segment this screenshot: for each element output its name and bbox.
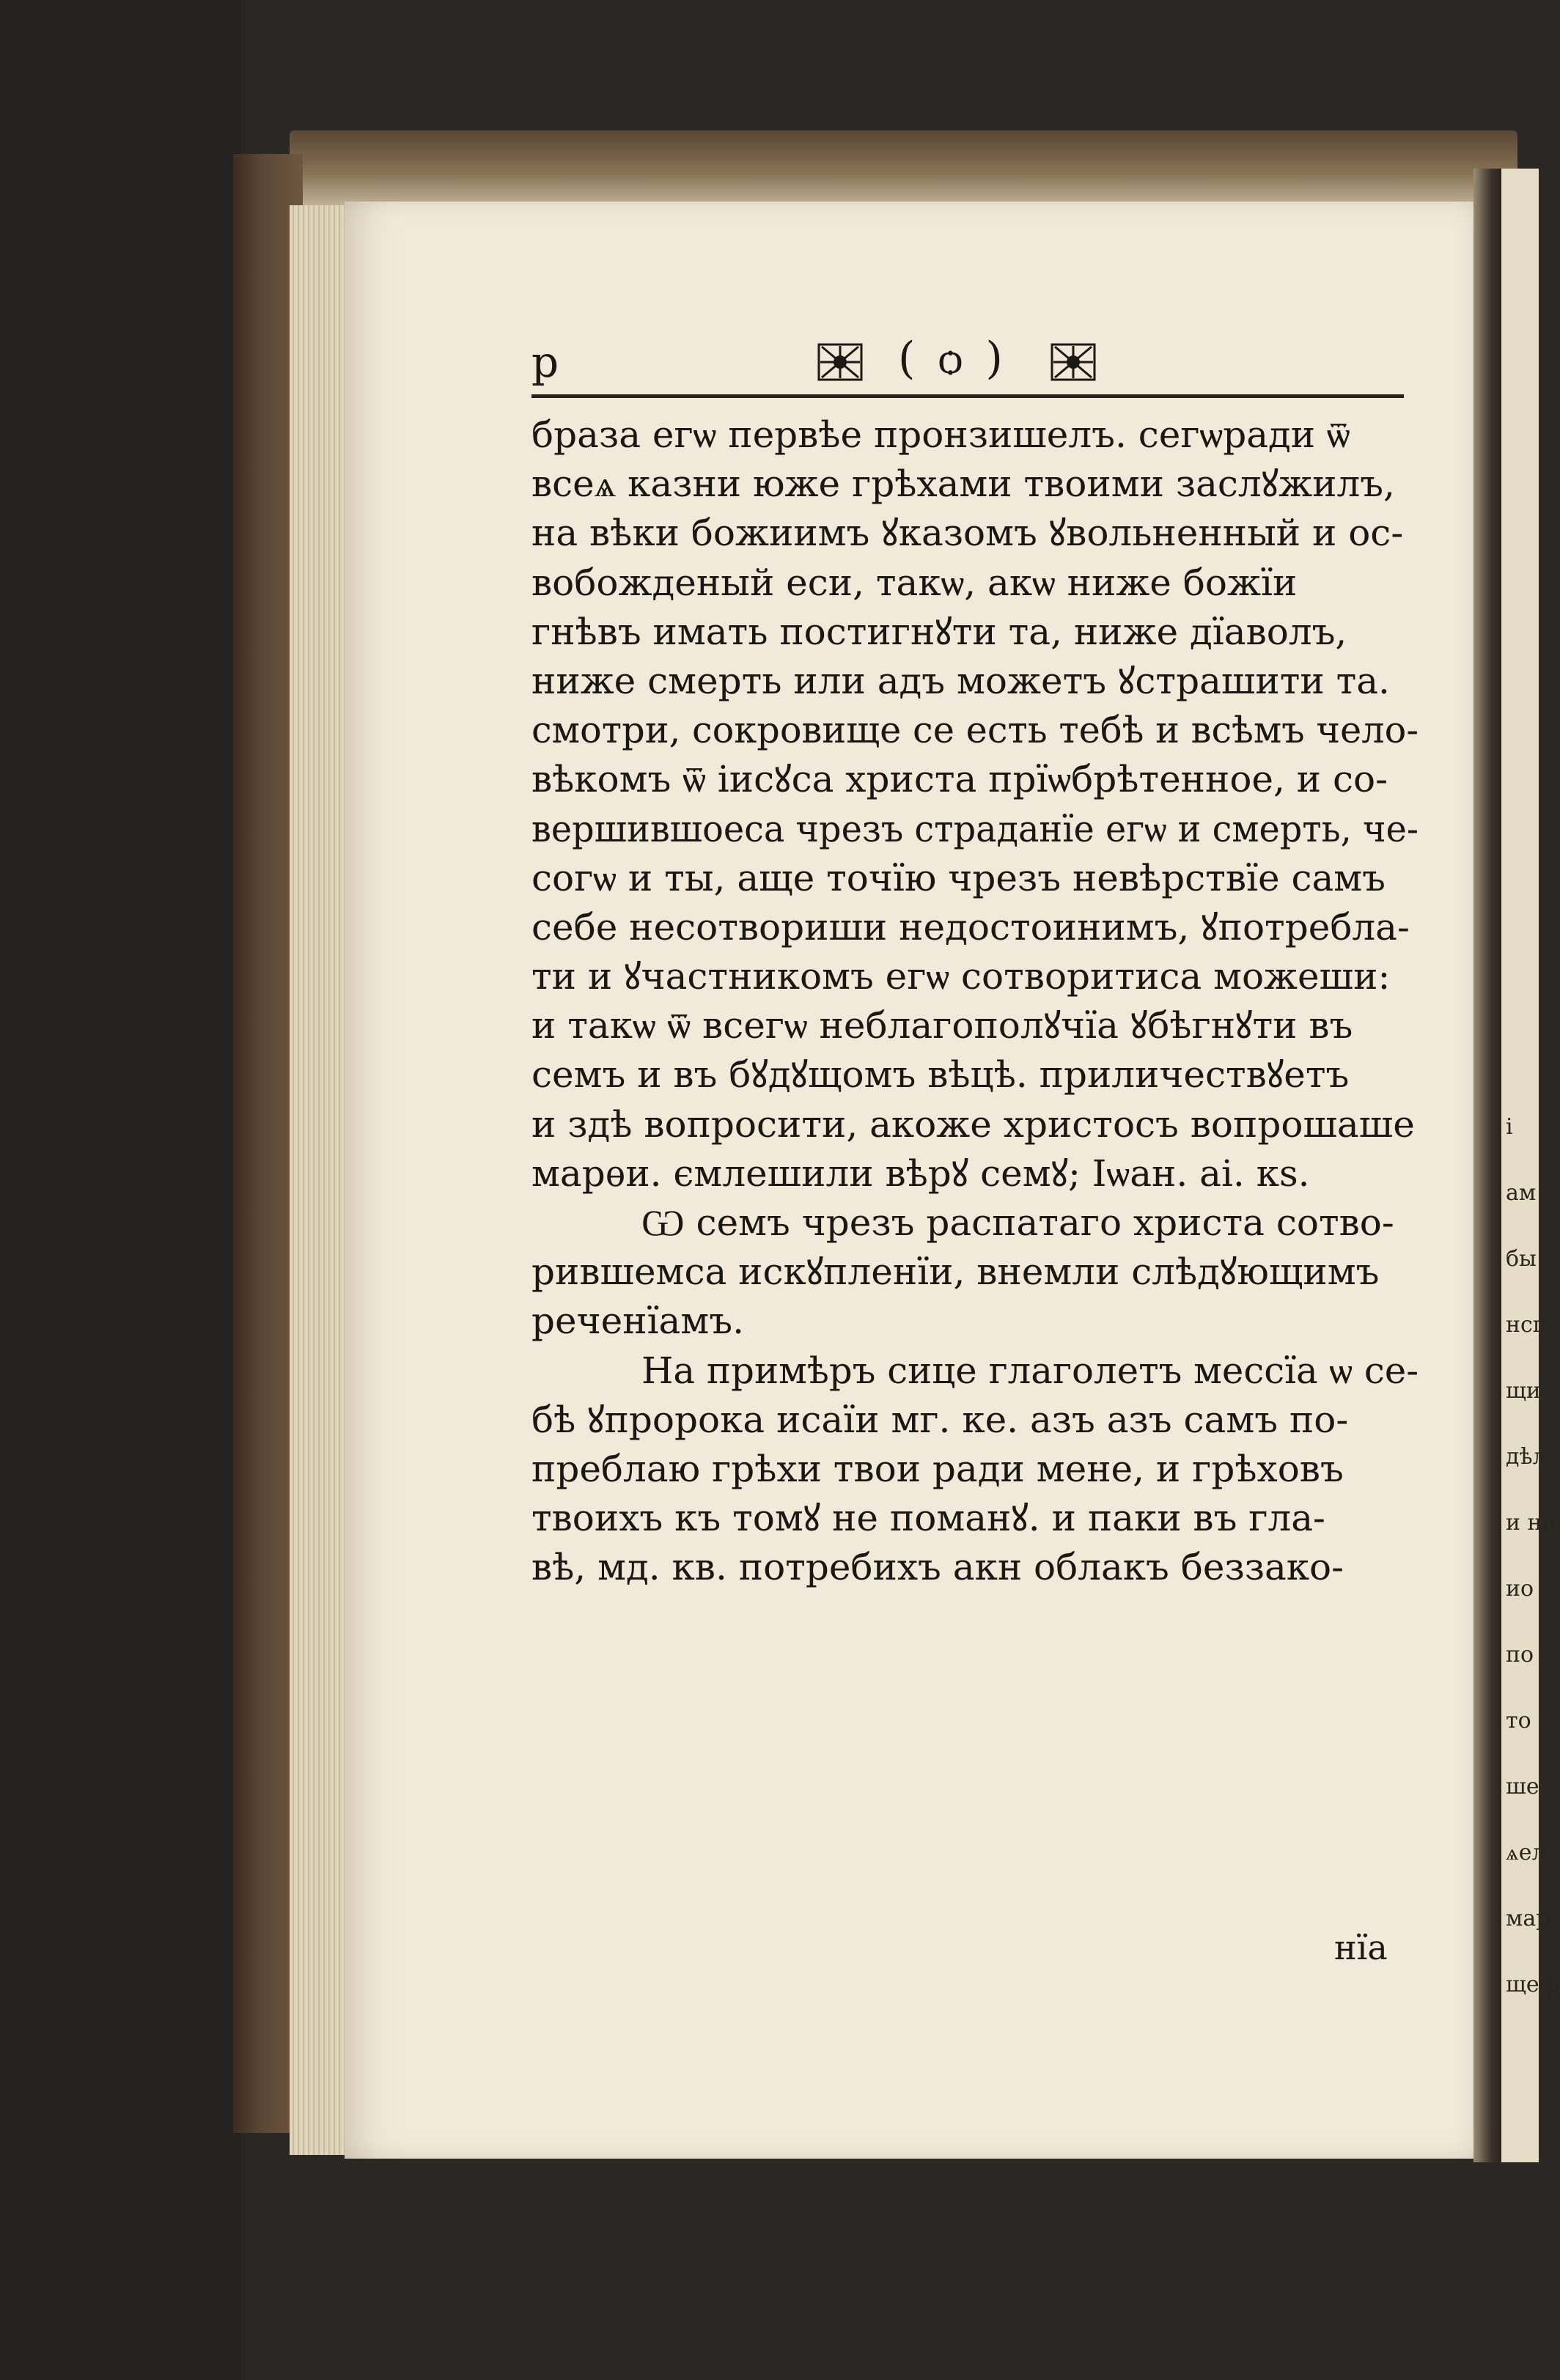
catchword: нїа (1334, 1928, 1388, 1967)
paragraph-start-line: Ѡ семъ чрезъ распатаго христа сотво- (641, 1201, 1394, 1244)
facing-text-fragment: ще р (1506, 1972, 1560, 1997)
text-line: ниже смерть или адъ можетъ ꙋстрашити та. (531, 659, 1390, 702)
book-gutter (1473, 169, 1503, 2162)
text-line: твоихъ къ томꙋ не поманꙋ. и паки въ гла- (531, 1497, 1325, 1540)
body-text (531, 410, 1419, 1593)
folio-letter: р (531, 337, 559, 387)
text-line: семъ и въ бꙋдꙋщомъ вѣцѣ. приличествꙋетъ (531, 1053, 1350, 1097)
text-line: бѣ ꙋпророка исаїи мг. ке. азъ азъ самъ по- (531, 1398, 1349, 1441)
text-line: вобожденый еси, такѡ, акѡ ниже божїи (531, 561, 1298, 604)
ornament-icon (1051, 343, 1096, 381)
facing-text-fragment: і (1506, 1114, 1513, 1140)
ornament-icon (817, 343, 863, 381)
text-line: марѳи. ємлешили вѣрꙋ семꙋ; Іѡан. аі. кѕ. (531, 1152, 1310, 1195)
facing-text-fragment: ио (1506, 1576, 1534, 1602)
text-line: ти и ꙋчастникомъ егѡ сотворитиса можеши: (531, 955, 1391, 998)
text-line: браза егѡ первѣе пронзишелъ. сегѡради ѿ (531, 413, 1350, 456)
text-line: гнѣвъ имать постигнꙋти та, ниже дїаволъ, (531, 610, 1347, 653)
facing-text-fragment: бы (1506, 1246, 1537, 1272)
text-line: и такѡ ѿ всегѡ неблагополꙋчїа ꙋбѣгнꙋти въ (531, 1004, 1353, 1047)
page-number: ( ѻ ) (898, 333, 1007, 384)
text-line: преблаю грѣхи твои ради мене, и грѣховъ (531, 1447, 1344, 1490)
facing-text-fragment: ѧел (1506, 1840, 1546, 1865)
facing-text-fragment: мар (1506, 1906, 1550, 1931)
page-stack-edge (290, 205, 348, 2155)
facing-text-fragment: то (1506, 1708, 1531, 1734)
text-line: согѡ и ты, аще точїю чрезъ невѣрствїе самъ (531, 856, 1386, 899)
text-line: вѣкомъ ѿ іисꙋса христа прїѡбрѣтенное, и со- (531, 758, 1388, 801)
facing-text-fragment: и ни (1506, 1510, 1557, 1536)
text-line: на вѣки божиимъ ꙋказомъ ꙋвольненный и ос- (531, 512, 1404, 555)
facing-text-fragment: ше (1506, 1774, 1539, 1799)
book-top-edge (290, 130, 1517, 211)
backdrop (0, 0, 242, 2380)
facing-text-fragment: нсп (1506, 1312, 1548, 1338)
page-header (531, 333, 1404, 396)
facing-text-fragment: дѣл (1506, 1444, 1547, 1470)
header-rule (531, 394, 1404, 398)
facing-text-fragment: щи (1506, 1378, 1541, 1404)
text-line: и здѣ вопросити, акоже христосъ вопрошаше (531, 1102, 1415, 1146)
text-line: рившемса искꙋпленїи, внемли слѣдꙋющимъ (531, 1250, 1380, 1294)
text-line: всеѧ казни юже грѣхами твоими заслꙋжилъ, (531, 463, 1395, 506)
text-line: смотри, сокровище се есть тебѣ и всѣмъ чело- (531, 709, 1419, 752)
paragraph-start-line: На примѣръ сице глаголетъ мессїа ѡ се- (641, 1349, 1419, 1392)
text-line: вершившоеса чрезъ страданїе егѡ и смерть, че- (531, 807, 1419, 850)
text-line: себе несотвориши недостоинимъ, ꙋпотребла- (531, 905, 1410, 948)
facing-text-fragment: по (1506, 1642, 1534, 1668)
facing-text-fragment: ам (1506, 1180, 1537, 1206)
text-line: реченїамъ. (531, 1300, 744, 1343)
facing-page-fragment (1501, 169, 1560, 2162)
text-line: вѣ, мд. кв. потребихъ акн облакъ беззако- (531, 1546, 1344, 1589)
